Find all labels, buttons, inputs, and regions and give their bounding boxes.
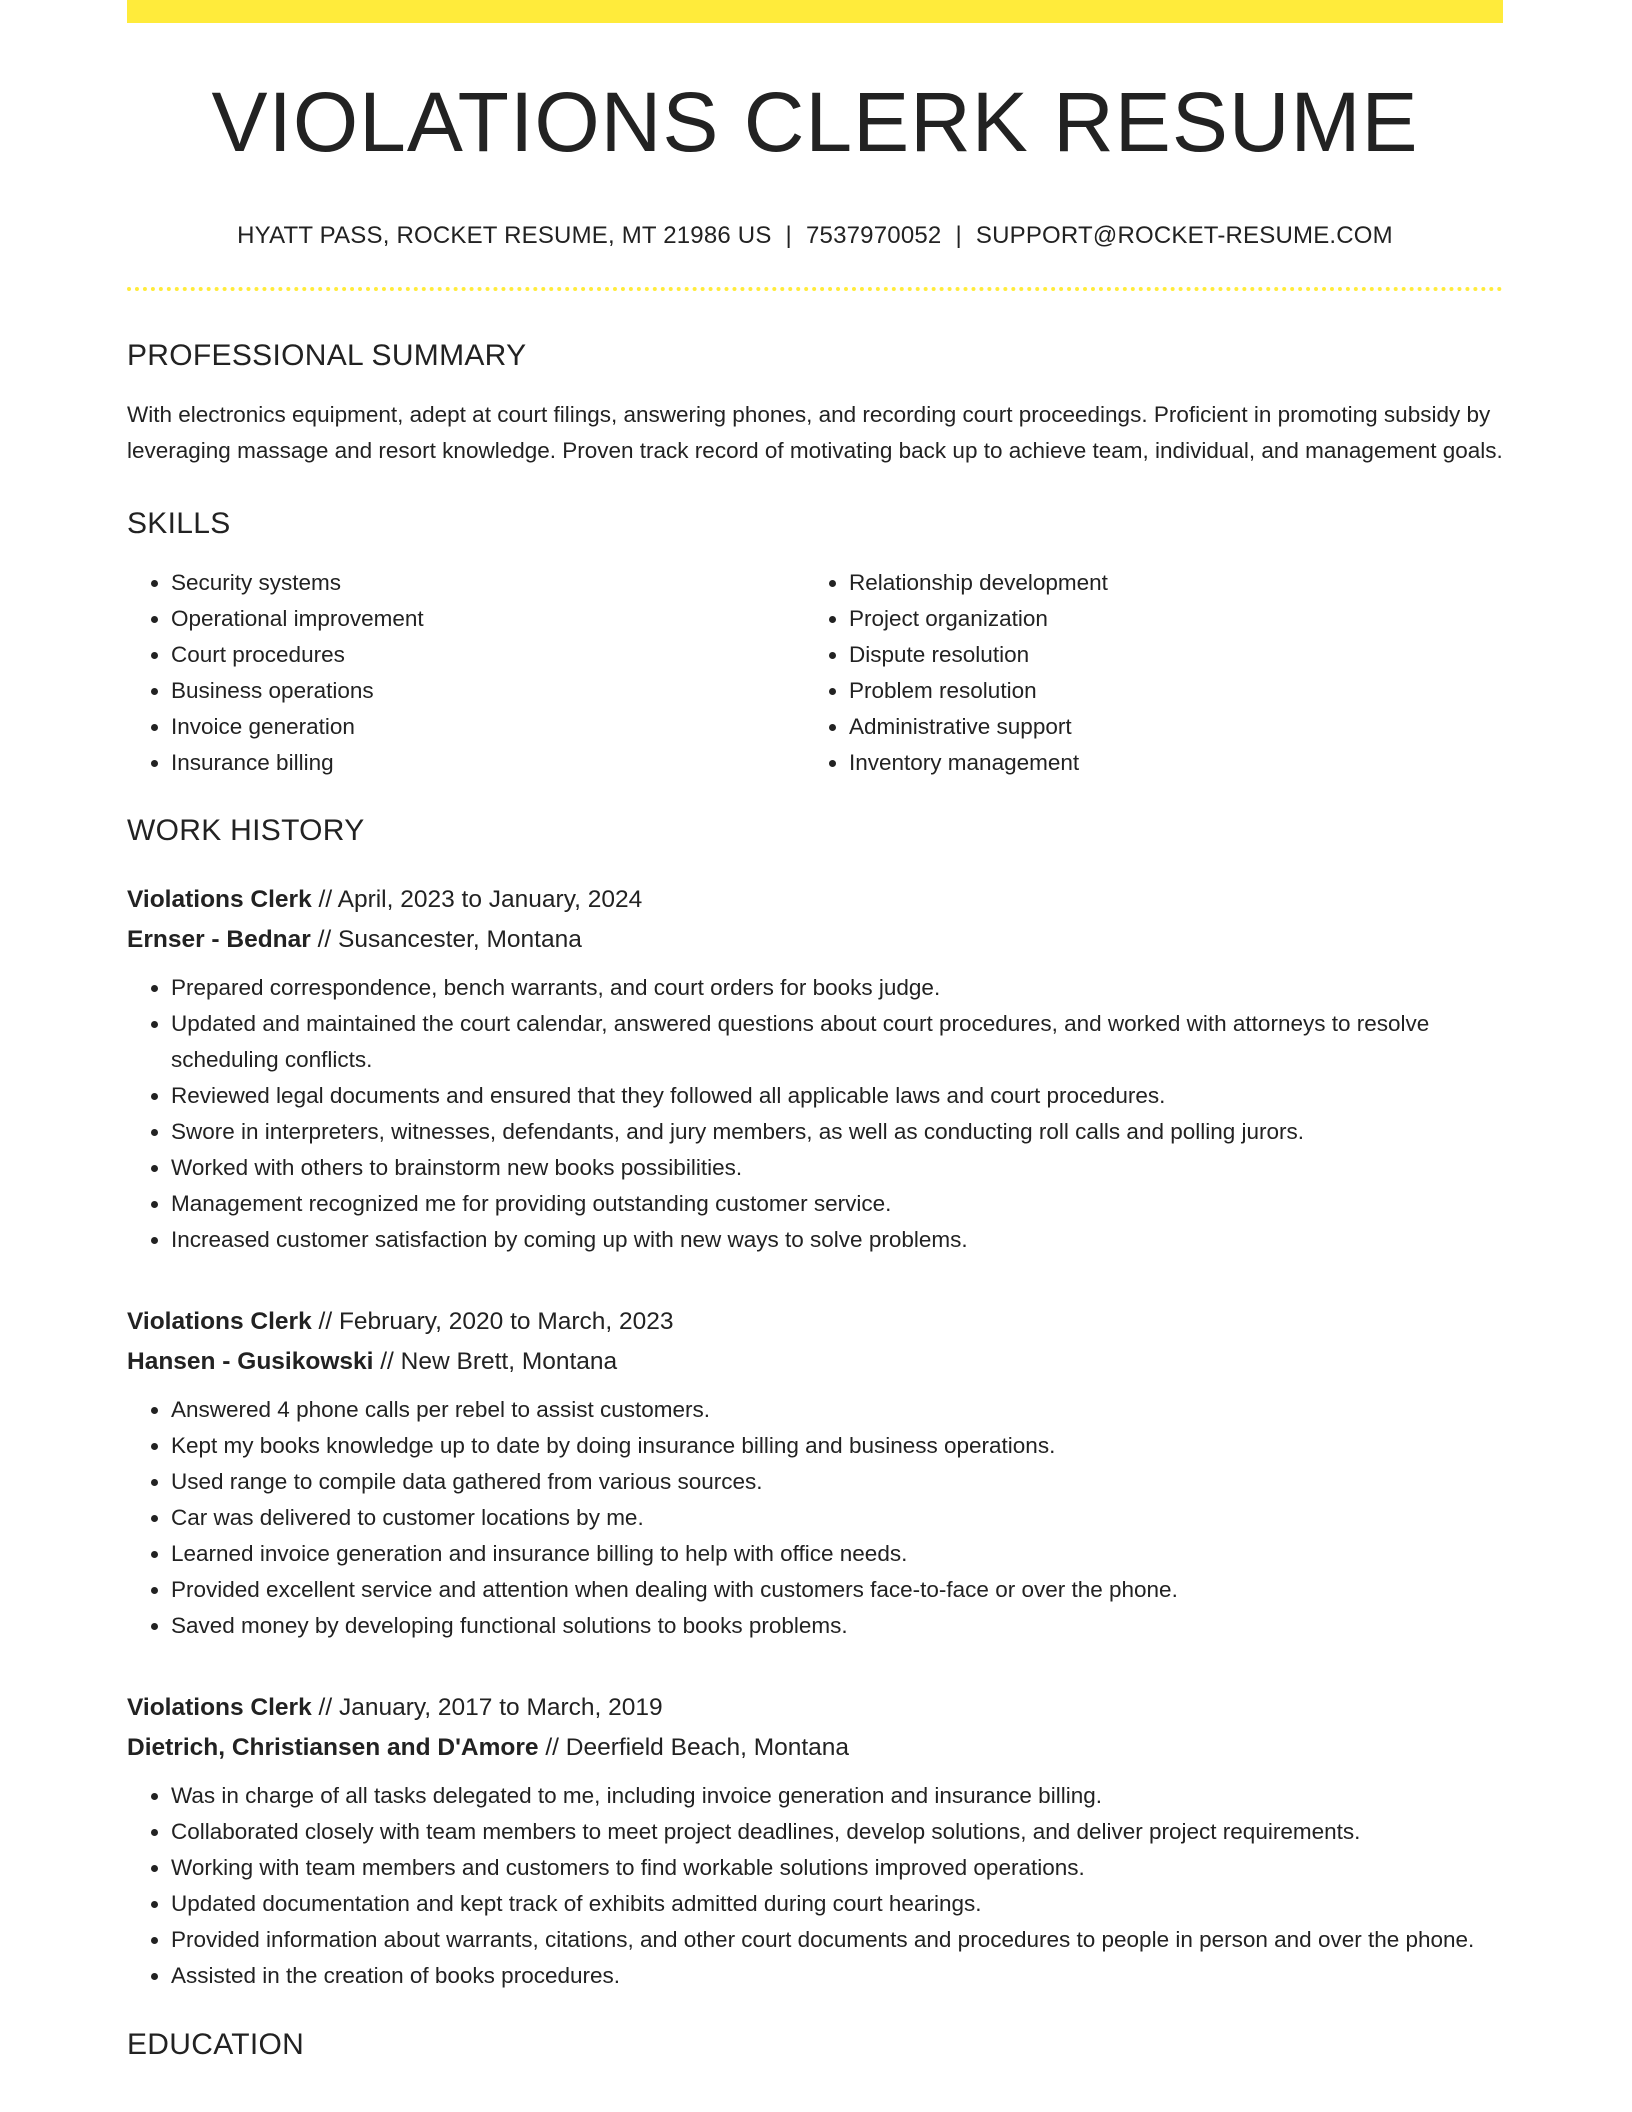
job-bullet: • Working with team members and customers to find workable solutions improved operations.	[171, 1850, 1503, 1886]
job-bullet: • Answered 4 phone calls per rebel to assist customers.	[171, 1392, 1503, 1428]
job-company-line	[127, 1728, 1503, 1768]
skills-heading: SKILLS	[127, 507, 231, 540]
job-bullets	[127, 1392, 1503, 1644]
job-bullet: • Reviewed legal documents and ensured that they followed all applicable laws and court procedures.	[171, 1078, 1503, 1114]
dotted-divider	[127, 287, 1503, 291]
job-title: Violations Clerk	[127, 886, 312, 913]
job-title-line	[127, 1688, 1503, 1728]
job-company-line	[127, 920, 1503, 960]
job-company: Hansen - Gusikowski	[127, 1348, 374, 1375]
skill-item: • Business operations	[171, 673, 805, 709]
accent-top-bar	[127, 0, 1503, 23]
job-bullet: • Swore in interpreters, witnesses, defendants, and jury members, as well as conducting roll calls and polling jurors.	[171, 1114, 1503, 1150]
job-entry	[127, 1302, 1503, 1644]
job-title-line	[127, 1302, 1503, 1342]
job-bullet: • Management recognized me for providing outstanding customer service.	[171, 1186, 1503, 1222]
job-company-line	[127, 1342, 1503, 1382]
job-dates: // February, 2020 to March, 2023	[318, 1308, 674, 1335]
job-bullet: • Collaborated closely with team members to meet project deadlines, develop solutions, and deliver project requirements.	[171, 1814, 1503, 1850]
job-bullet: • Car was delivered to customer locations by me.	[171, 1500, 1503, 1536]
contact-email: SUPPORT@ROCKET-RESUME.COM	[975, 222, 1393, 249]
resume-title: VIOLATIONS CLERK RESUME	[211, 75, 1419, 169]
job-bullet: • Prepared correspondence, bench warrants, and court orders for books judge.	[171, 970, 1503, 1006]
skill-item: • Inventory management	[849, 745, 1503, 781]
skill-item: • Insurance billing	[171, 745, 805, 781]
job-title: Violations Clerk	[127, 1308, 312, 1335]
job-location: // Susancester, Montana	[317, 926, 582, 953]
education-heading: EDUCATION	[127, 2028, 305, 2061]
skills-column-left	[127, 565, 805, 781]
work-history-heading: WORK HISTORY	[127, 814, 365, 847]
contact-address: HYATT PASS, ROCKET RESUME, MT 21986 US	[237, 222, 772, 249]
job-company: Dietrich, Christiansen and D'Amore	[127, 1734, 539, 1761]
job-bullets	[127, 970, 1503, 1258]
job-bullet: • Kept my books knowledge up to date by doing insurance billing and business operations.	[171, 1428, 1503, 1464]
contact-separator: |	[955, 222, 962, 249]
skill-item: • Invoice generation	[171, 709, 805, 745]
job-bullet: • Saved money by developing functional solutions to books problems.	[171, 1608, 1503, 1644]
job-entry	[127, 1688, 1503, 1994]
contact-line	[127, 224, 1503, 248]
job-bullet: • Used range to compile data gathered from various sources.	[171, 1464, 1503, 1500]
summary-heading: PROFESSIONAL SUMMARY	[127, 339, 527, 372]
job-bullet: • Increased customer satisfaction by coming up with new ways to solve problems.	[171, 1222, 1503, 1258]
job-bullets	[127, 1778, 1503, 1994]
skill-item: • Problem resolution	[849, 673, 1503, 709]
job-bullet: • Updated documentation and kept track of exhibits admitted during court hearings.	[171, 1886, 1503, 1922]
skill-item: • Relationship development	[849, 565, 1503, 601]
job-title: Violations Clerk	[127, 1694, 312, 1721]
skill-item: • Project organization	[849, 601, 1503, 637]
job-location: // Deerfield Beach, Montana	[545, 1734, 850, 1761]
contact-separator: |	[785, 222, 792, 249]
skill-item: • Security systems	[171, 565, 805, 601]
skill-item: • Administrative support	[849, 709, 1503, 745]
job-location: // New Brett, Montana	[380, 1348, 618, 1375]
job-company: Ernser - Bednar	[127, 926, 311, 953]
skill-item: • Dispute resolution	[849, 637, 1503, 673]
skills-column-right	[805, 565, 1503, 781]
skill-item: • Court procedures	[171, 637, 805, 673]
resume-page	[127, 0, 1503, 2060]
job-bullet: • Updated and maintained the court calendar, answered questions about court procedures, and worked with attorneys to resolve scheduling conflicts.	[171, 1006, 1503, 1078]
job-title-line	[127, 880, 1503, 920]
job-bullet: • Provided excellent service and attention when dealing with customers face-to-face or over the phone.	[171, 1572, 1503, 1608]
job-entry	[127, 880, 1503, 1258]
skills-list	[127, 565, 1503, 781]
contact-phone: 7537970052	[805, 222, 942, 249]
job-dates: // January, 2017 to March, 2019	[318, 1694, 663, 1721]
summary-text: With electronics equipment, adept at court filings, answering phones, and recording court proceedings. Proficient in promoting subsidy by leveraging massage and resort knowledge. Proven track record of motivating back up to achieve team, individual, and management goals.	[127, 402, 1503, 463]
job-bullet: • Worked with others to brainstorm new books possibilities.	[171, 1150, 1503, 1186]
job-bullet: • Was in charge of all tasks delegated to me, including invoice generation and insurance billing.	[171, 1778, 1503, 1814]
job-bullet: • Assisted in the creation of books procedures.	[171, 1958, 1503, 1994]
skill-item: • Operational improvement	[171, 601, 805, 637]
job-bullet: • Provided information about warrants, citations, and other court documents and procedures to people in person and over the phone.	[171, 1922, 1503, 1958]
job-dates: // April, 2023 to January, 2024	[318, 886, 643, 913]
job-bullet: • Learned invoice generation and insurance billing to help with office needs.	[171, 1536, 1503, 1572]
